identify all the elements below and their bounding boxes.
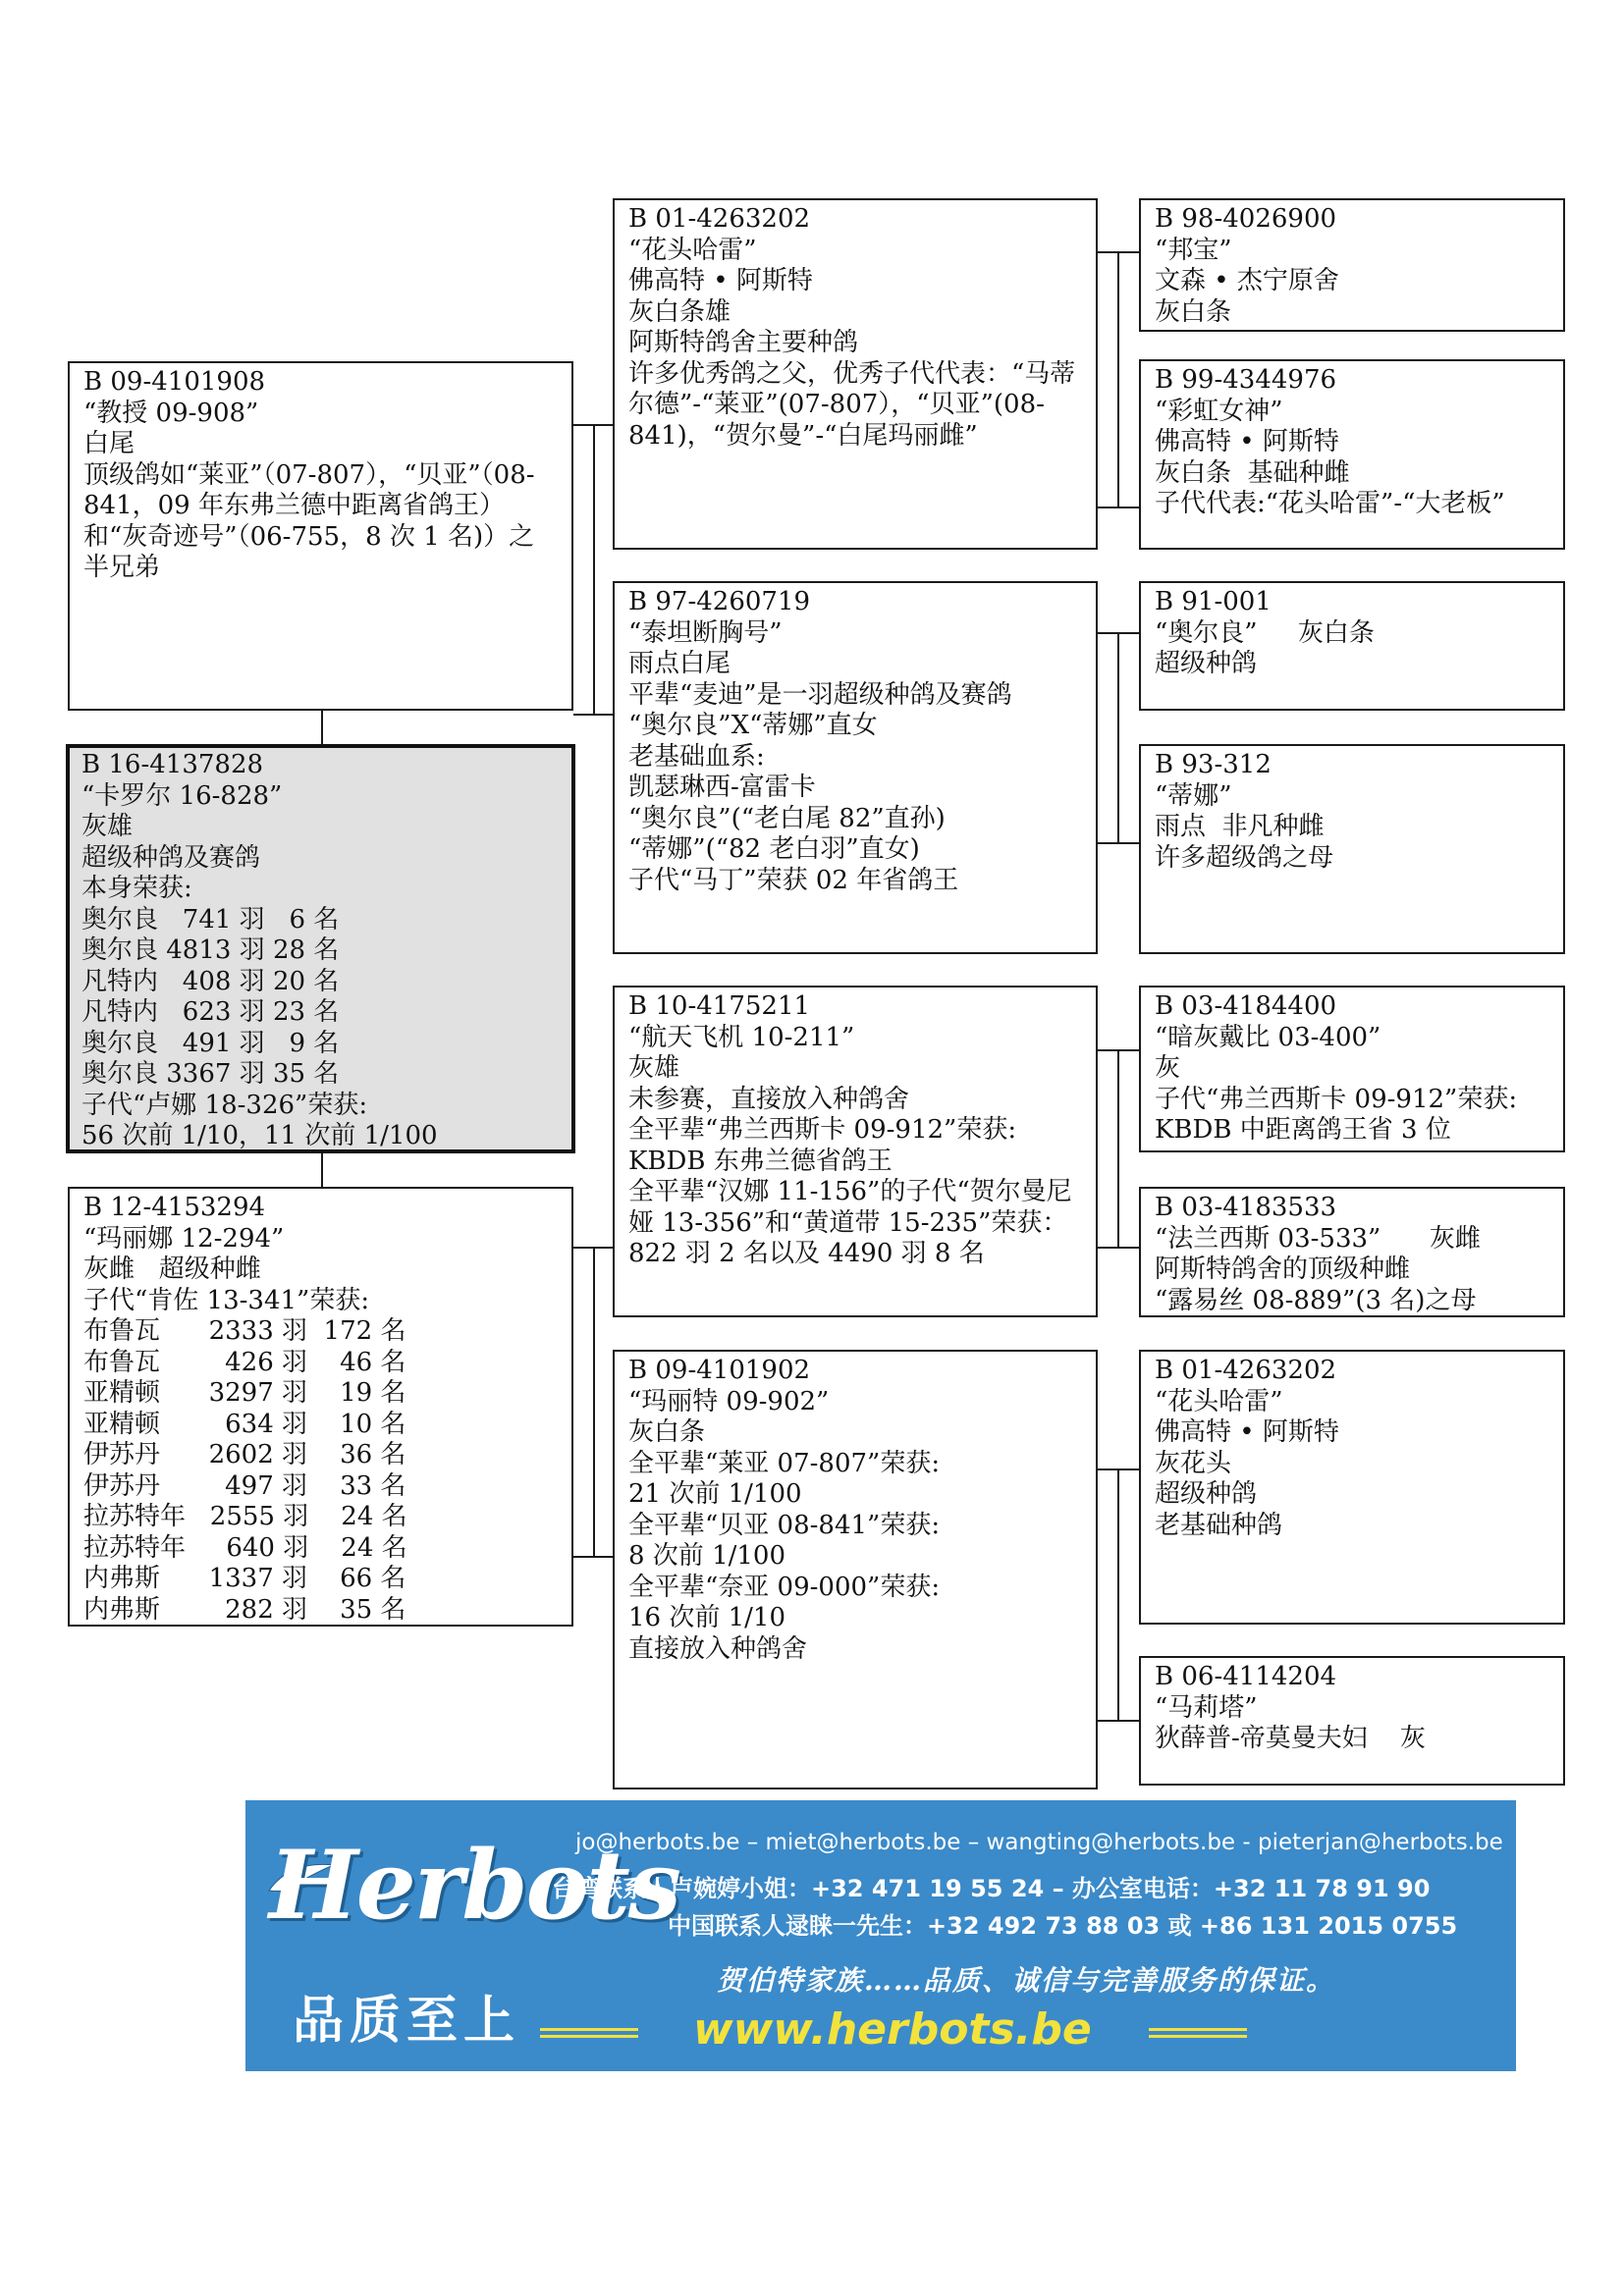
- dam-result: 内弗斯 1337 羽 66 名: [83, 1564, 406, 1593]
- ggp-7-line: B 01-4263202: [1155, 1356, 1337, 1385]
- dam-sire-note: 全平辈“汉娜 11-156”的子代“贺尔曼尼娅 13-356”和“黄道带 15-235”荣获：822 羽 2 名以及 4490 羽 8 名: [628, 1177, 1072, 1268]
- ggp-1-line: B 98-4026900: [1155, 204, 1337, 234]
- ggp-card-7: [1139, 1350, 1565, 1625]
- ggp-6-line: 阿斯特鸽舍的顶级种雌: [1155, 1255, 1411, 1284]
- ggp-7-line: “花头哈雷”: [1155, 1386, 1283, 1416]
- dam-result: 伊苏丹 2602 羽 36 名: [83, 1440, 406, 1469]
- ggp-4-line: 许多超级鸽之母: [1155, 842, 1334, 873]
- ggp-5-line: 子代“弗兰西斯卡 09-912”荣获:: [1155, 1084, 1518, 1114]
- sire-sire-role: 阿斯特鸽舍主要种鸽: [628, 328, 859, 357]
- dam-dam-note: 8 次前 1/100: [628, 1541, 785, 1571]
- sire-dam-note: 老基础血系:: [628, 741, 765, 772]
- subject-offspring: 子代“卢娜 18-326”荣获:: [81, 1090, 368, 1120]
- brand-logo: Herbots: [269, 1830, 679, 1941]
- decorative-line-left: [540, 2028, 638, 2031]
- ggp-5-line: “暗灰戴比 03-400”: [1155, 1022, 1381, 1052]
- dam-result: 伊苏丹 497 羽 33 名: [83, 1470, 406, 1501]
- connector-ds-vertical: [1117, 1049, 1119, 1249]
- ggp-1-line: 文森 • 杰宁原舍: [1155, 266, 1339, 295]
- sire-dam-note: “蒂娜”(“82 老白羽”直女): [628, 834, 920, 864]
- ggp-card-5: [1139, 986, 1565, 1152]
- subject-color: 灰雄: [81, 812, 134, 841]
- sire-sire-card: [613, 198, 1098, 550]
- ggp-8-line: 狄薛普-帝莫曼夫妇 灰: [1155, 1724, 1426, 1753]
- dam-result: 内弗斯 282 羽 35 名: [83, 1594, 406, 1625]
- subject-result: 凡特内 623 羽 23 名: [81, 997, 340, 1027]
- dam-dam-ring: B 09-4101902: [628, 1356, 811, 1385]
- dam-dam-note: 全平辈“莱亚 07-807”荣获:: [628, 1448, 941, 1478]
- ggp-4-line: 雨点 非凡种雌: [1155, 812, 1325, 841]
- footer-banner: [245, 1800, 1516, 2071]
- ggp-7-line: 佛高特 • 阿斯特: [1155, 1417, 1339, 1447]
- dam-dam-card: [613, 1350, 1098, 1789]
- connector-ss-vertical: [1117, 251, 1119, 508]
- subject-result: 凡特内 408 羽 20 名: [81, 966, 340, 996]
- ggp-7-line: 老基础种鸽: [1155, 1510, 1283, 1540]
- dam-dam-note: 全平辈“奈亚 09-000”荣获:: [628, 1572, 941, 1602]
- dam-offspring: 子代“肯佐 13-341”荣获:: [83, 1285, 370, 1315]
- slogan: 品质至上: [293, 1992, 521, 2051]
- dam-result: 拉苏特年 2555 羽 24 名: [83, 1502, 407, 1531]
- connector-sire-vertical: [593, 424, 595, 716]
- ggp-card-4: [1139, 744, 1565, 954]
- dam-dam-color: 灰白条: [628, 1417, 706, 1447]
- ggp-6-line: “法兰西斯 03-533” 灰雌: [1155, 1223, 1481, 1254]
- subject-result: 奥尔良 491 羽 9 名: [81, 1028, 340, 1058]
- sire-dam-name: “泰坦断胸号”: [628, 617, 783, 648]
- ggp-2-line: “彩虹女神”: [1155, 396, 1283, 426]
- ggp-2-line: 灰白条 基础种雌: [1155, 457, 1350, 488]
- dam-sire-note: 未参赛，直接放入种鸽舍: [628, 1084, 910, 1114]
- sire-dam-note: 平辈“麦迪”是一羽超级种鸽及赛鸽: [628, 679, 1012, 710]
- ggp-4-line: B 93-312: [1155, 750, 1272, 779]
- sire-dam-note: “奥尔良”X“蒂娜”直女: [628, 711, 878, 740]
- ggp-3-line: B 91-001: [1155, 587, 1272, 616]
- dam-dam-note: 直接放入种鸽舍: [628, 1633, 808, 1664]
- ggp-1-line: “邦宝”: [1155, 235, 1232, 265]
- subject-result: 奥尔良 3367 羽 35 名: [81, 1059, 340, 1089]
- ggp-6-line: “露易丝 08-889”(3 名)之母: [1155, 1285, 1477, 1315]
- ggp-3-line: “奥尔良” 灰白条: [1155, 617, 1375, 648]
- dam-dam-note: 全平辈“贝亚 08-841”荣获:: [628, 1510, 941, 1540]
- sire-sire-name: “花头哈雷”: [628, 235, 757, 265]
- dam-dam-note: 21 次前 1/100: [628, 1479, 802, 1509]
- ggp-card-3: [1139, 581, 1565, 711]
- dam-sire-ring: B 10-4175211: [628, 991, 811, 1021]
- ggp-5-line: 灰: [1155, 1053, 1181, 1083]
- sire-sire-color: 灰白条雄: [628, 296, 731, 327]
- dam-sire-note: 全平辈“弗兰西斯卡 09-912”荣获:: [628, 1115, 1017, 1145]
- sire-card: [68, 361, 573, 711]
- dam-color: 灰雌 超级种雌: [83, 1255, 261, 1284]
- ggp-5-line: KBDB 中距离鸽王省 3 位: [1155, 1115, 1451, 1145]
- ggp-7-line: 灰花头: [1155, 1448, 1232, 1478]
- dam-sire-card: [613, 986, 1098, 1317]
- sire-notes: 顶级鸽如“莱亚”（07-807），“贝亚”（08-841，09 年东弗兰德中距离省鸽王） 和“灰奇迹号”（06-755，8 次 1 名)）之半兄弟: [83, 459, 535, 582]
- ggp-card-6: [1139, 1187, 1565, 1317]
- ggp-7-line: 超级种鸽: [1155, 1479, 1258, 1509]
- sire-color: 白尾: [83, 429, 135, 458]
- subject-type: 超级种鸽及赛鸽: [81, 842, 261, 873]
- sire-sire-ring: B 01-4263202: [628, 204, 811, 234]
- decorative-line-right-2: [1149, 2035, 1247, 2038]
- sire-sire-notes: 许多优秀鸽之父，优秀子代代表：“马蒂尔德”-“莱亚”(07-807），“贝亚”(08-841)，“贺尔曼”-“白尾玛丽雌”: [628, 358, 1076, 451]
- subject-name: “卡罗尔 16-828”: [81, 780, 283, 811]
- dam-card: [68, 1187, 573, 1627]
- subject-ring: B 16-4137828: [81, 750, 264, 779]
- contact-emails[interactable]: jo@herbots.be – miet@herbots.be – wangting@herbots.be - pieterjan@herbots.be: [575, 1830, 1503, 1855]
- decorative-line-right: [1149, 2028, 1247, 2031]
- dam-sire-note: KBDB 东弗兰德省鸽王: [628, 1146, 893, 1176]
- ggp-card-2: [1139, 359, 1565, 550]
- dam-result: 拉苏特年 640 羽 24 名: [83, 1532, 407, 1563]
- subject-offspring-results: 56 次前 1/10，11 次前 1/100: [81, 1121, 438, 1150]
- website-link[interactable]: www.herbots.be: [693, 2004, 1092, 2055]
- ggp-card-1: [1139, 198, 1565, 332]
- dam-dam-note: 16 次前 1/10: [628, 1603, 785, 1632]
- sire-dam-card: [613, 581, 1098, 954]
- subject-result: 奥尔良 741 羽 6 名: [81, 904, 340, 934]
- sire-dam-ring: B 97-4260719: [628, 587, 811, 616]
- connector-dd-vertical: [1117, 1468, 1119, 1722]
- tagline: 贺伯特家族……品质、诚信与完善服务的保证。: [717, 1964, 1336, 1997]
- connector-sd-vertical: [1117, 632, 1119, 844]
- decorative-line-left-2: [540, 2035, 638, 2038]
- connector-subject-sire: [321, 711, 323, 744]
- dam-sire-name: “航天飞机 10-211”: [628, 1022, 855, 1052]
- dam-sire-color: 灰雄: [628, 1053, 680, 1083]
- subject-card: [66, 744, 575, 1153]
- sire-dam-note: “奥尔良”(“老白尾 82”直孙): [628, 803, 946, 833]
- ggp-8-line: B 06-4114204: [1155, 1662, 1337, 1691]
- sire-dam-note: 子代“马丁”荣获 02 年省鸽王: [628, 865, 959, 895]
- dam-result: 亚精顿 634 羽 10 名: [83, 1409, 406, 1439]
- ggp-3-line: 超级种鸽: [1155, 649, 1258, 678]
- ggp-1-line: 灰白条: [1155, 296, 1232, 327]
- connector-subject-dam: [321, 1153, 323, 1187]
- subject-result: 奥尔良 4813 羽 28 名: [81, 935, 340, 965]
- ggp-card-8: [1139, 1656, 1565, 1786]
- dam-result: 布鲁瓦 426 羽 46 名: [83, 1347, 406, 1377]
- ggp-8-line: “马莉塔”: [1155, 1692, 1258, 1723]
- sire-name: “教授 09-908”: [83, 398, 259, 428]
- contact-china: 中国联系人逯睐一先生：+32 492 73 88 03 或 +86 131 2015 0755: [668, 1912, 1458, 1940]
- sire-ring: B 09-4101908: [83, 367, 266, 397]
- sire-sire-breeder: 佛高特 • 阿斯特: [628, 266, 813, 295]
- sire-dam-color: 雨点白尾: [628, 649, 731, 678]
- subject-results-heading: 本身荣获:: [81, 874, 192, 903]
- dam-ring: B 12-4153294: [83, 1193, 266, 1222]
- contact-taiwan: 台湾联系人卢婉婷小姐：+32 471 19 55 24 – 办公室电话：+32 11 78 91 90: [552, 1875, 1431, 1902]
- ggp-4-line: “蒂娜”: [1155, 780, 1232, 811]
- connector-dam-vertical: [593, 1247, 595, 1558]
- ggp-2-line: B 99-4344976: [1155, 365, 1337, 395]
- ggp-6-line: B 03-4183533: [1155, 1193, 1337, 1222]
- sire-dam-note: 凯瑟琳西-富雷卡: [628, 773, 816, 802]
- dam-name: “玛丽娜 12-294”: [83, 1223, 285, 1254]
- ggp-5-line: B 03-4184400: [1155, 991, 1337, 1021]
- ggp-2-line: 子代代表:“花头哈雷”-“大老板”: [1155, 489, 1505, 518]
- dam-result: 布鲁瓦 2333 羽 172 名: [83, 1316, 406, 1346]
- dam-dam-name: “玛丽特 09-902”: [628, 1386, 830, 1416]
- dam-result: 亚精顿 3297 羽 19 名: [83, 1378, 406, 1408]
- ggp-2-line: 佛高特 • 阿斯特: [1155, 427, 1339, 456]
